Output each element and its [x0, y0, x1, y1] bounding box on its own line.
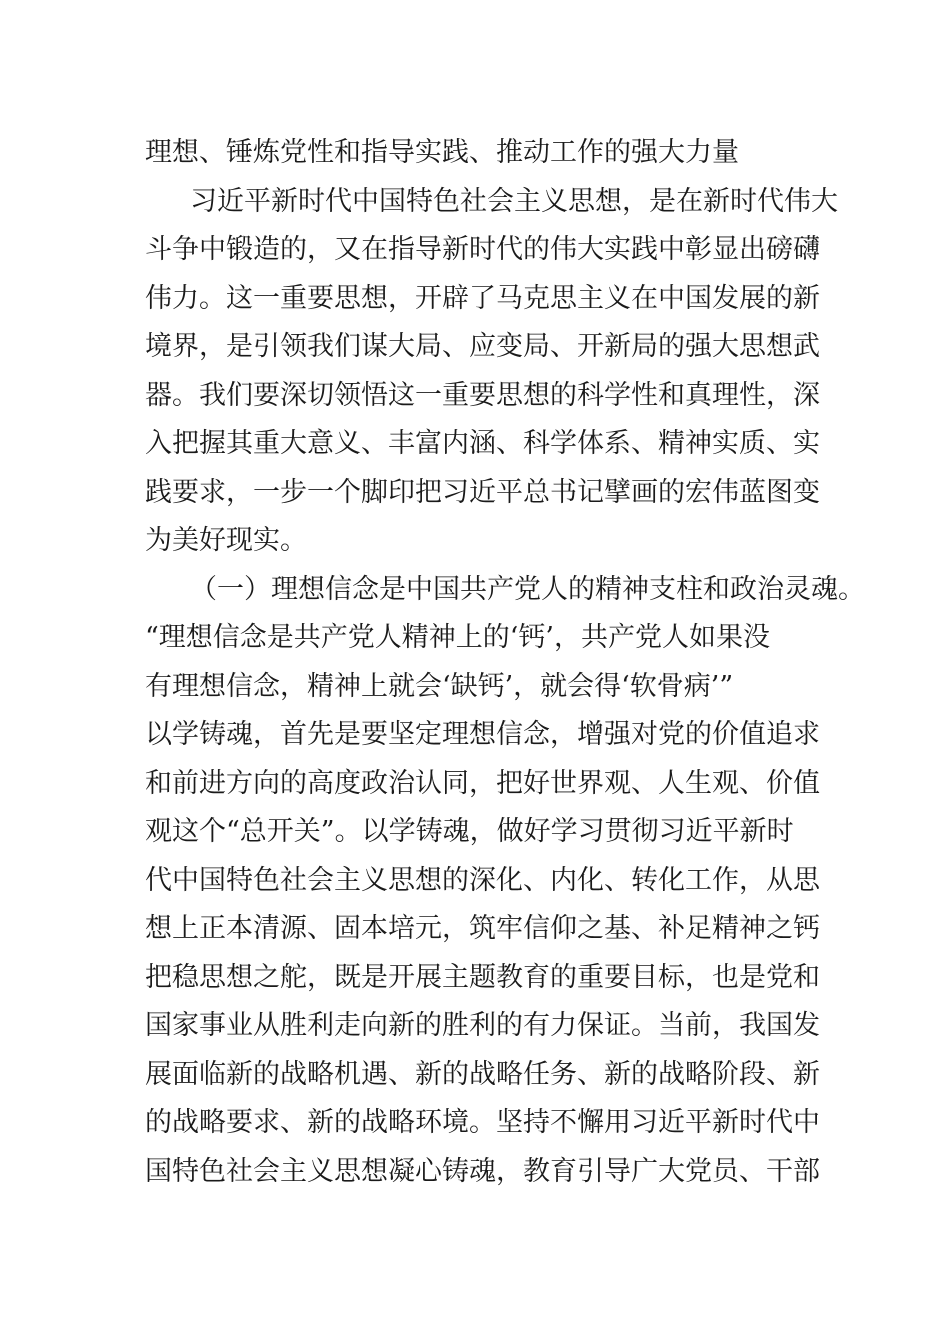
text-line: “理想信念是共产党人精神上的‘钙’，共产党人如果没 [145, 622, 770, 653]
text-line: 代中国特色社会主义思想的深化、内化、转化工作，从思 [145, 864, 820, 896]
text-line: 想上正本清源、固本培元，筑牢信仰之基、补足精神之钙 [145, 913, 820, 944]
text-line: 展面临新的战略机遇、新的战略任务、新的战略阶段、新 [145, 1058, 820, 1090]
text-line: 国家事业从胜利走向新的胜利的有力保证。当前，我国发 [145, 1010, 820, 1041]
text-line: 有理想信念，精神上就会‘缺钙’，就会得‘软骨病’” [145, 670, 734, 702]
text-line: 践要求，一步一个脚印把习近平总书记擘画的宏伟蓝图变 [145, 476, 820, 508]
text-line: 为美好现实。 [145, 525, 307, 556]
text-line: 把稳思想之舵，既是开展主题教育的重要目标，也是党和 [145, 961, 820, 993]
text-line: 器。我们要深切领悟这一重要思想的科学性和真理性，深 [145, 379, 820, 411]
text-line: 以学铸魂，首先是要坚定理想信念，增强对党的价值追求 [145, 719, 820, 750]
text-line: 和前进方向的高度政治认同，把好世界观、人生观、价值 [145, 767, 820, 799]
body-text [145, 129, 865, 1196]
text-line: 观这个“总开关”。以学铸魂，做好学习贯彻习近平新时 [145, 816, 794, 847]
paragraph-start-line: 习近平新时代中国特色社会主义思想，是在新时代伟大 [190, 185, 838, 217]
text-line: 境界，是引领我们谋大局、应变局、开新局的强大思想武 [145, 331, 820, 362]
text-line: 国特色社会主义思想凝心铸魂，教育引导广大党员、干部 [145, 1155, 820, 1187]
section-heading-line: （一）理想信念是中国共产党人的精神支柱和政治灵魂。 [190, 573, 865, 605]
text-line: 斗争中锻造的，又在指导新时代的伟大实践中彰显出磅礴 [145, 234, 820, 265]
text-line: 伟力。这一重要思想，开辟了马克思主义在中国发展的新 [145, 282, 820, 314]
text-line: 的战略要求、新的战略环境。坚持不懈用习近平新时代中 [145, 1107, 820, 1138]
text-line: 理想、锤炼党性和指导实践、推动工作的强大力量 [145, 137, 739, 168]
text-line: 入把握其重大意义、丰富内涵、科学体系、精神实质、实 [145, 428, 820, 459]
